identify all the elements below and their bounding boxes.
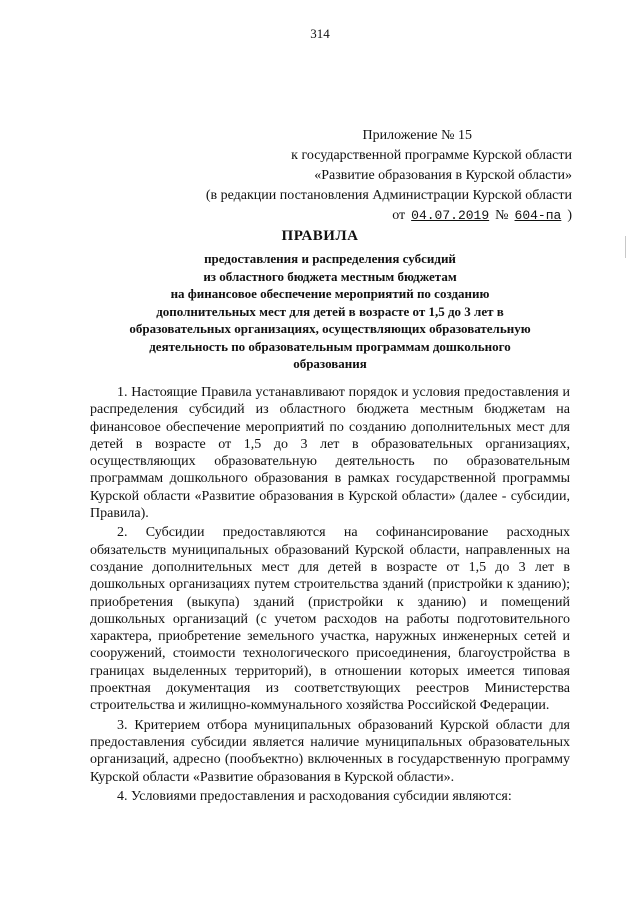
document-body xyxy=(90,384,570,807)
appendix-decree-line: (в редакции постановления Администрации Курской области xyxy=(205,188,572,203)
document-title: ПРАВИЛА xyxy=(281,228,359,244)
appendix-program-name: «Развитие образования в Курской области» xyxy=(314,168,572,183)
appendix-title: Приложение № 15 xyxy=(362,128,472,143)
appendix-block xyxy=(152,126,572,226)
subtitle-line: дополнительных мест для детей в возрасте от 1,5 до 3 лет в xyxy=(156,303,504,319)
subtitle-line: из областного бюджета местным бюджетам xyxy=(203,268,457,284)
subtitle-line: образования xyxy=(293,356,367,371)
decree-date: 04.07.2019 xyxy=(411,208,490,223)
paragraph-3: 3. Критерием отбора муниципальных образований Курской области для предоставления субсидии является наличие муниципальных образовательных организаций, адресно (пообъектно) включенных в государственную программу Курской области «Развитие образования в Курской области». xyxy=(90,717,570,785)
decree-closing: ) xyxy=(567,208,572,223)
subtitle-line: деятельность по образовательным программам дошкольного xyxy=(149,338,511,354)
paragraph-4: 4. Условиями предоставления и расходования субсидии являются: xyxy=(117,788,512,804)
appendix-decree-date-number xyxy=(152,206,572,226)
appendix-program-line: к государственной программе Курской области xyxy=(291,148,572,163)
scan-artifact xyxy=(625,236,626,258)
document-subtitle xyxy=(80,250,580,373)
paragraph-2: 2. Субсидии предоставляются на софинансирование расходных обязательств муниципальных образований Курской области, направленных на создание дополнительных мест для детей в возрасте от 1,5 до 3 лет в дошкольных организациях путем строительства зданий (пристройки к зданию); приобретения (выкупа) зданий (пристройки к зданию) и помещений дошкольных организаций (с учетом расходов на работы подготовительного характера, приобретение земельного участка, наружных инженерных сетей и сооружений, стоимости технологического присоединения, благоустройства в границах выделенных территорий), в отношении которых имеется типовая проектная документация из соответствующих реестров Министерства строительства и жилищно-коммунального хозяйства Российской Федерации. xyxy=(90,525,570,714)
subtitle-line: предоставления и распределения субсидий xyxy=(204,251,456,266)
subtitle-line: на финансовое обеспечение мероприятий по созданию xyxy=(170,286,490,301)
paragraph-1: 1. Настоящие Правила устанавливают порядок и условия предоставления и распределения субсидий из областного бюджета местным бюджетам на финансовое обеспечение мероприятий по созданию дополнительных мест для детей в возрасте от 1,5 до 3 лет в образовательных организациях, осуществляющих образовательную деятельность по образовательным программам дошкольного образования в рамках государственной программы Курской области «Развитие образования в Курской области» (далее - субсидии, Правила). xyxy=(90,385,570,522)
decree-number: 604-па xyxy=(514,208,562,223)
decree-number-label: № xyxy=(495,208,509,223)
page-number: 314 xyxy=(310,26,330,41)
subtitle-line: образовательных организациях, осуществляющих образовательную xyxy=(129,321,531,336)
decree-from-label: от xyxy=(392,208,406,223)
